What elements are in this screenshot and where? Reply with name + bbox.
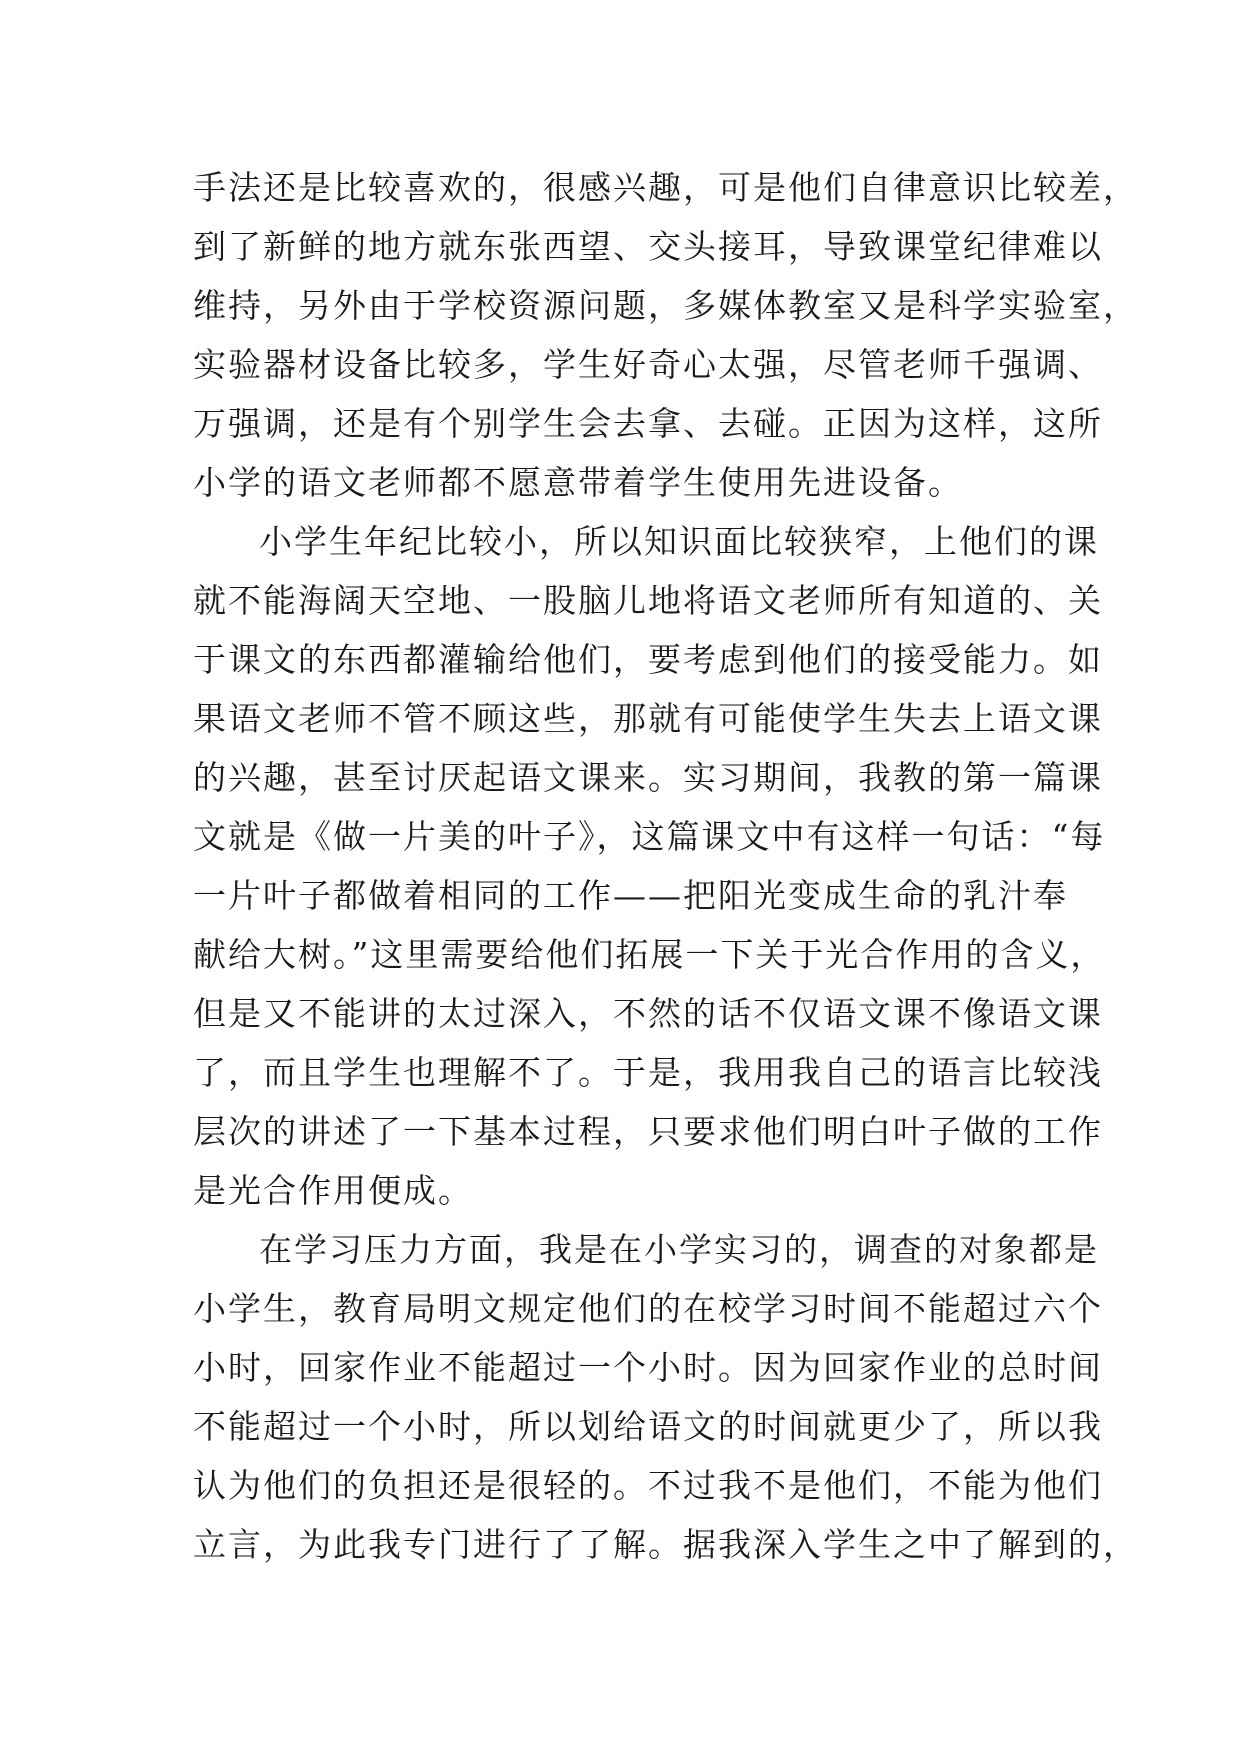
text-line: 层次的讲述了一下基本过程，只要求他们明白叶子做的工作 xyxy=(193,1112,1103,1151)
text-line: 万强调，还是有个别学生会去拿、去碰。正因为这样，这所 xyxy=(193,404,1103,443)
text-line: 小学的语文老师都不愿意带着学生使用先进设备。 xyxy=(193,463,963,502)
text-line: 小学生，教育局明文规定他们的在校学习时间不能超过六个 xyxy=(193,1289,1103,1328)
text-line: 实验器材设备比较多，学生好奇心太强，尽管老师千强调、 xyxy=(193,345,1103,384)
text-line: 一片叶子都做着相同的工作——把阳光变成生命的乳汁奉 xyxy=(193,876,1068,915)
text-line: 就不能海阔天空地、一股脑儿地将语文老师所有知道的、关 xyxy=(193,581,1103,620)
text-line: 不能超过一个小时，所以划给语文的时间就更少了，所以我 xyxy=(193,1407,1103,1446)
paragraph xyxy=(193,1220,1138,1574)
body-text xyxy=(193,158,1138,1574)
text-line: 维持，另外由于学校资源问题，多媒体教室又是科学实验室， xyxy=(193,286,1138,325)
text-line: 手法还是比较喜欢的，很感兴趣，可是他们自律意识比较差， xyxy=(193,168,1138,207)
text-line: 文就是《做一片美的叶子》，这篇课文中有这样一句话：“每 xyxy=(193,817,1106,856)
text-line: 小时，回家作业不能超过一个小时。因为回家作业的总时间 xyxy=(193,1348,1103,1387)
text-line: 小学生年纪比较小，所以知识面比较狭窄，上他们的课 xyxy=(259,522,1099,561)
text-line: 的兴趣，甚至讨厌起语文课来。实习期间，我教的第一篇课 xyxy=(193,758,1103,797)
text-line: 认为他们的负担还是很轻的。不过我不是他们，不能为他们 xyxy=(193,1466,1103,1505)
text-line: 但是又不能讲的太过深入，不然的话不仅语文课不像语文课 xyxy=(193,994,1103,1033)
paragraph xyxy=(193,158,1138,512)
text-line: 献给大树。”这里需要给他们拓展一下关于光合作用的含义， xyxy=(193,935,1106,974)
text-line: 立言，为此我专门进行了了解。据我深入学生之中了解到的， xyxy=(193,1525,1138,1564)
text-line: 在学习压力方面，我是在小学实习的，调查的对象都是 xyxy=(259,1230,1099,1269)
paragraph xyxy=(193,512,1106,1220)
text-line: 果语文老师不管不顾这些，那就有可能使学生失去上语文课 xyxy=(193,699,1103,738)
text-line: 到了新鲜的地方就东张西望、交头接耳，导致课堂纪律难以 xyxy=(193,227,1103,266)
text-line: 是光合作用便成。 xyxy=(193,1171,473,1210)
text-line: 于课文的东西都灌输给他们，要考虑到他们的接受能力。如 xyxy=(193,640,1103,679)
text-line: 了，而且学生也理解不了。于是，我用我自己的语言比较浅 xyxy=(193,1053,1103,1092)
